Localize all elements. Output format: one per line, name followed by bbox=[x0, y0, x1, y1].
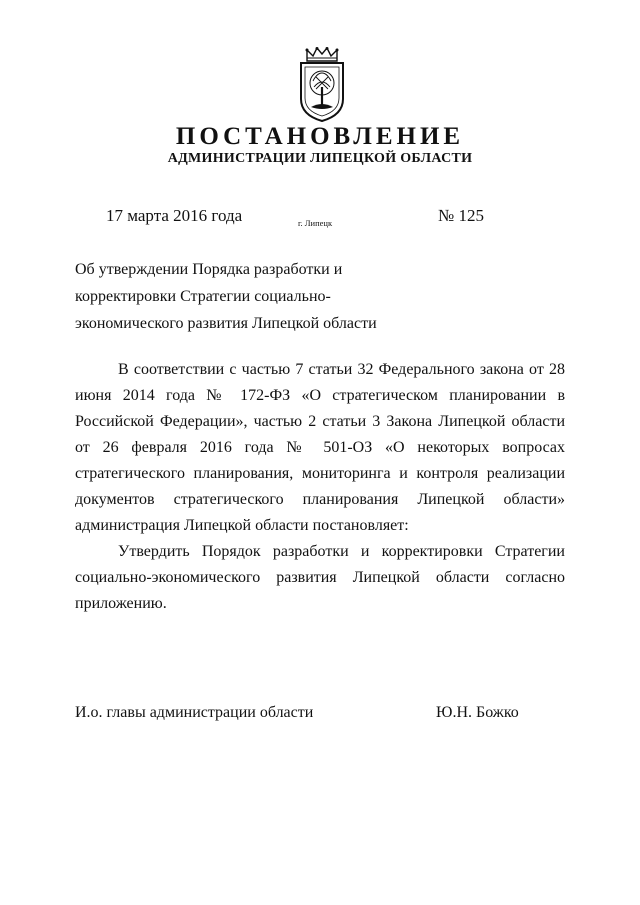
document-date: 17 марта 2016 года bbox=[106, 206, 243, 225]
document-subject bbox=[75, 256, 405, 337]
subject-line: экономического развития Липецкой области bbox=[75, 315, 377, 332]
coat-of-arms-icon bbox=[297, 47, 347, 123]
issuing-authority: АДМИНИСТРАЦИИ ЛИПЕЦКОЙ ОБЛАСТИ bbox=[167, 151, 473, 166]
signatory-role: И.о. главы администрации области bbox=[75, 704, 314, 721]
signatory-name: Ю.Н. Божко bbox=[436, 704, 519, 721]
document-title: ПОСТАНОВЛЕНИЕ bbox=[175, 123, 465, 150]
subject-line: корректировки Стратегии социально- bbox=[75, 288, 331, 305]
document-number: № 125 bbox=[438, 206, 484, 225]
body-paragraph: В соответствии с частью 7 статьи 32 Федерального закона от 28 июня 2014 года № 172-ФЗ «О стратегическом планировании в Российской Федерации», частью 2 статьи 3 Закона Липецкой области от 26 февраля 2016 года № 501-ОЗ «О некоторых вопросах стратегического планирования, мониторинга и контроля реализации документов стратегического планирования Липецкой области» администрация Липецкой области постановляет: bbox=[75, 361, 565, 534]
document-city: г. Липецк bbox=[298, 218, 333, 228]
subject-line: Об утверждении Порядка разработки и bbox=[75, 261, 343, 278]
body-paragraph: Утвердить Порядок разработки и корректировки Стратегии социально-экономического развития Липецкой области согласно приложению. bbox=[75, 543, 565, 612]
document-body bbox=[75, 357, 565, 617]
